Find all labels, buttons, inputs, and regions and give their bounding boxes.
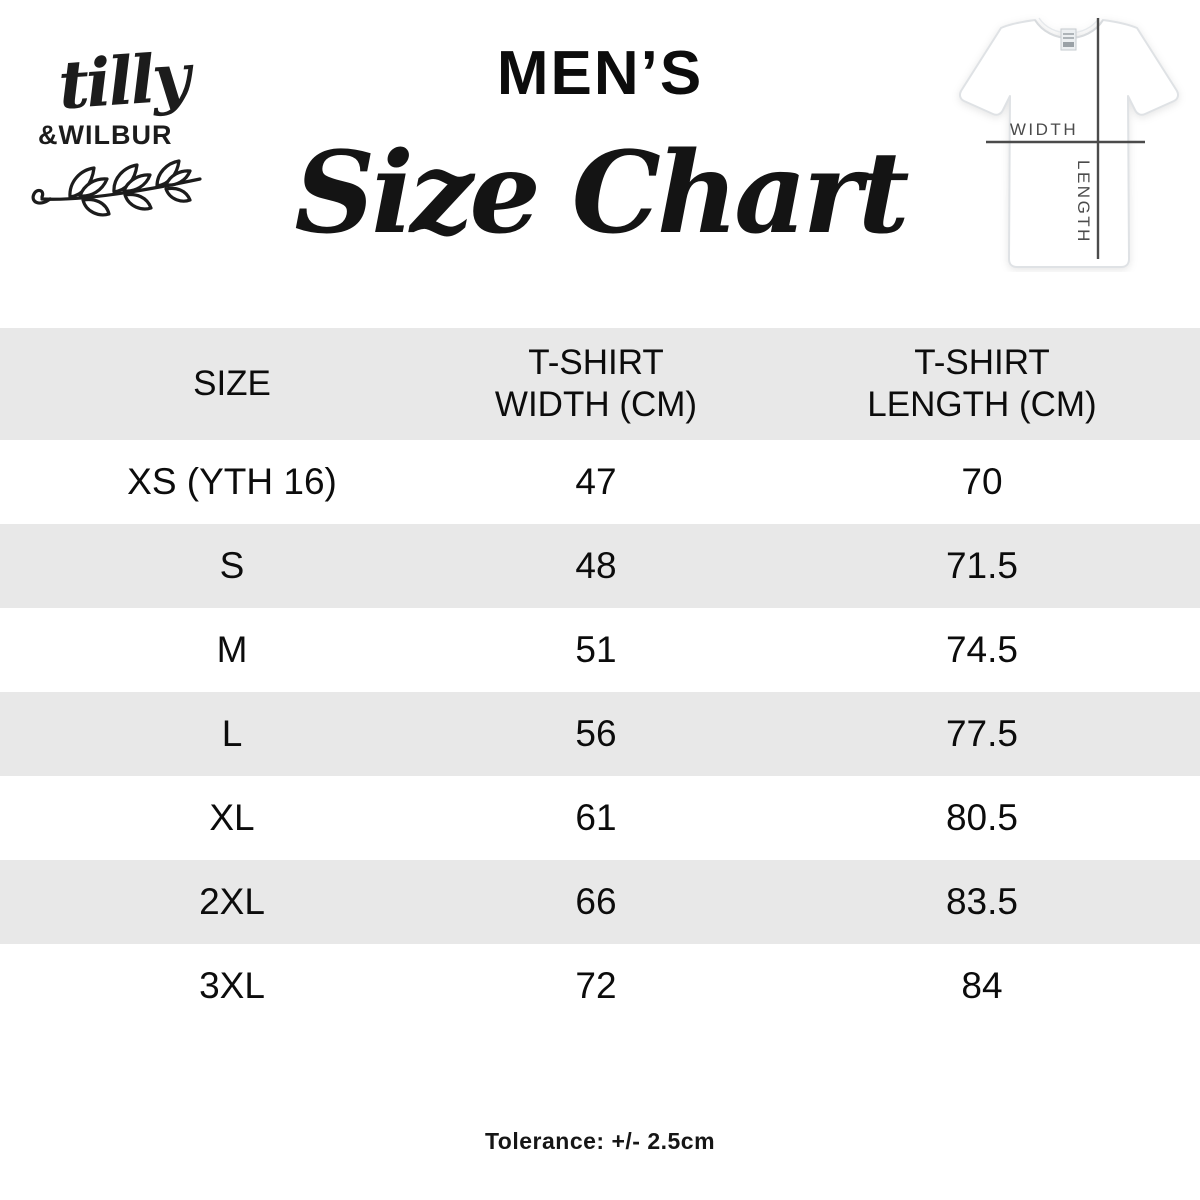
size-cell: S [219,545,245,586]
table-row [0,608,1200,692]
size-cell: XS (YTH 16) [127,461,337,502]
width-cell: 66 [575,881,617,922]
column-header-length-line1: T-SHIRT [914,343,1050,382]
length-label: LENGTH [1074,160,1093,244]
tshirt-body [960,20,1178,267]
category-title: MEN’S [496,39,704,108]
length-cell: 74.5 [945,629,1018,670]
table-row [0,440,1200,524]
size-table [0,328,1200,1028]
tolerance-note: Tolerance: +/- 2.5cm [484,1128,716,1154]
width-cell: 51 [575,629,617,670]
width-label: WIDTH [1009,120,1079,139]
length-cell: 84 [961,965,1003,1006]
width-cell: 48 [575,545,617,586]
length-cell: 70 [961,461,1003,502]
width-cell: 72 [575,965,617,1006]
column-header-width-line1: T-SHIRT [528,343,664,382]
size-cell: M [216,629,248,670]
column-header-width [464,342,728,426]
brand-name-caps: &WILBUR [38,120,173,150]
length-cell: 71.5 [945,545,1018,586]
column-header-length-line2: LENGTH (CM) [867,385,1097,424]
neck-label [1061,29,1076,50]
table-header-row [0,328,1200,440]
brand-name-script: tilly [55,37,191,125]
length-cell: 80.5 [945,797,1018,838]
size-cell: 3XL [199,965,265,1006]
width-cell: 56 [575,713,617,754]
size-cell: 2XL [199,881,265,922]
column-header-length [728,342,1200,426]
width-cell: 47 [575,461,617,502]
table-row [0,776,1200,860]
column-header-size: SIZE [193,364,271,403]
length-cell: 83.5 [945,881,1018,922]
length-cell: 77.5 [945,713,1018,754]
tshirt-measurement-diagram [948,14,1190,272]
table-row [0,860,1200,944]
column-header-width-line2: WIDTH (CM) [494,385,698,424]
width-cell: 61 [575,797,617,838]
table-row [0,944,1200,1028]
size-cell: L [221,713,243,754]
size-cell: XL [209,797,255,838]
page-title: Size Chart [294,128,906,259]
table-row [0,692,1200,776]
table-row [0,524,1200,608]
